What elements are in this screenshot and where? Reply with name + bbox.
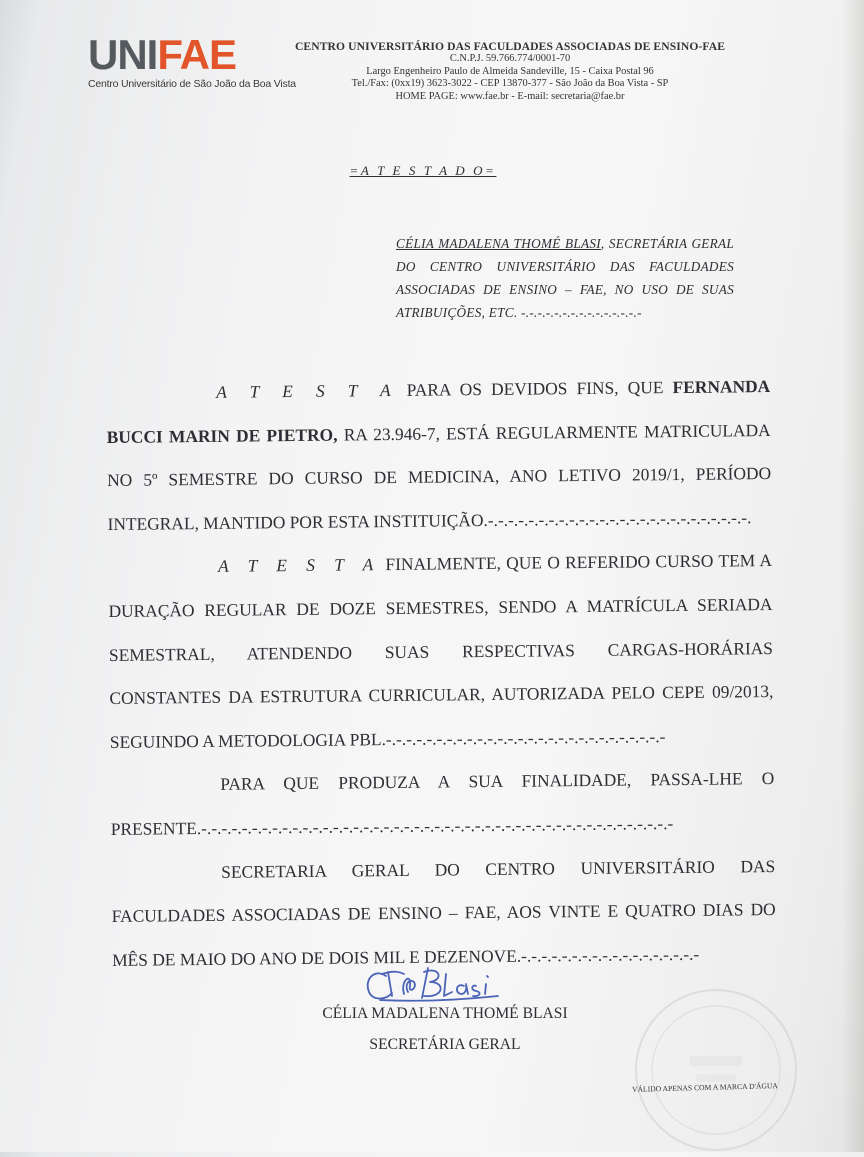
paragraph-purpose: PARA QUE PRODUZA A SUA FINALIDADE, PASSA-LHE O PRESENTE.-.-.-.-.-.-.-.-.-.-.-.-.-.-.-.-.-.-.-.-.-.-.-.-.-.-.-.-.-.-.-.-.-.-.-.-.-.-.-.-.-.-.-.-.-.-.- xyxy=(110,768,775,839)
attest-verb: A T E S T A xyxy=(217,554,381,577)
watermark-validity-note: VÁLIDO APENAS COM A MARCA D'ÁGUA xyxy=(631,1081,778,1094)
paragraph-course-duration: A T E S T A FINALMENTE, QUE O REFERIDO CURSO TEM A DURAÇÃO REGULAR DE DOZE SEMESTRES, SENDO A MATRÍCULA SERIADA SEMESTRAL, ATENDENDO SUAS RESPECTIVAS CARGAS-HORÁRIAS CONSTANTES DA ESTRUTURA CURRICULAR, AUTORIZADA PELO CEPE 09/2013, SEGUINDO A METODOLOGIA PBL.-.-.-.-.-.-.-.-.-.-.-.-.-.-.-.-.-.-.-.-.-.-.-.-.-.-.-.- xyxy=(108,550,774,752)
institution-address: Largo Engenheiro Paulo de Almeida Sandeville, 15 - Caixa Postal 96 xyxy=(366,65,654,77)
signer-role: SECRETÁRIA GERAL xyxy=(369,1036,521,1053)
institution-phone: Tel./Fax: (0xx19) 3623-3022 - CEP 13870-377 - São João da Boa Vista - SP xyxy=(351,78,669,89)
document-title: =A T E S T A D O= xyxy=(349,163,497,178)
student-name: FERNANDA BUCCI MARIN DE PIETRO, xyxy=(106,376,771,447)
preamble xyxy=(396,232,734,324)
institution-cnpj: C.N.P.J. 59.766.774/0001-70 xyxy=(449,53,571,64)
certificate-body xyxy=(106,365,776,982)
embossed-watermark-seal xyxy=(616,982,806,1152)
institution-name: CENTRO UNIVERSITÁRIO DAS FACULDADES ASSOCIADAS DE ENSINO-FAE xyxy=(294,40,726,53)
logo-uni: UNI xyxy=(88,31,158,78)
preamble-name: CÉLIA MADALENA THOMÉ BLASI xyxy=(396,236,601,251)
paragraph-enrollment: A T E S T A PARA OS DEVIDOS FINS, QUE FERNANDA BUCCI MARIN DE PIETRO, RA 23.946-7, ESTÁ REGULARMENTE MATRICULADA NO 5º SEMESTRE DO CURSO DE MEDICINA, ANO LETIVO 2019/1, PERÍODO INTEGRAL, MANTIDO POR ESTA INSTITUIÇÃO.-.-.-.-.-.-.-.-.-.-.-.-.-.-.-.-.-.-.-.-.-.-.-.-.-.-. xyxy=(106,376,772,534)
page-edge-shadow xyxy=(842,0,864,1152)
preamble-text: , SECRETÁRIA GERAL DO CENTRO UNIVERSITÁRIO DAS FACULDADES ASSOCIADAS DE ENSINO – FAE, NO USO DE SUAS ATRIBUIÇÕES, ETC. -.-.-.-.-.-.-.-.-.-.-.-.-.-.- xyxy=(396,236,734,320)
signer-block xyxy=(300,998,590,1060)
signer-name: CÉLIA MADALENA THOMÉ BLASI xyxy=(322,1005,568,1022)
institution-web: HOME PAGE: www.fae.br - E-mail: secretaria@fae.br xyxy=(395,90,625,102)
institution-header xyxy=(290,40,730,103)
attest-verb: A T E S T A xyxy=(216,379,398,402)
unifae-logo xyxy=(88,31,296,94)
logo-fae: FAE xyxy=(157,31,237,78)
paragraph-date-place: SECRETARIA GERAL DO CENTRO UNIVERSITÁRIO DAS FACULDADES ASSOCIADAS DE ENSINO – FAE, AOS VINTE E QUATRO DIAS DO MÊS DE MAIO DO ANO DE DOIS MIL E DEZENOVE.-.-.-.-.-.-.-.-.-.-.-.-.-.-.-.-.-.- xyxy=(111,855,776,970)
logo-subtitle: Centro Universitário de São João da Boa Vista xyxy=(88,78,296,90)
